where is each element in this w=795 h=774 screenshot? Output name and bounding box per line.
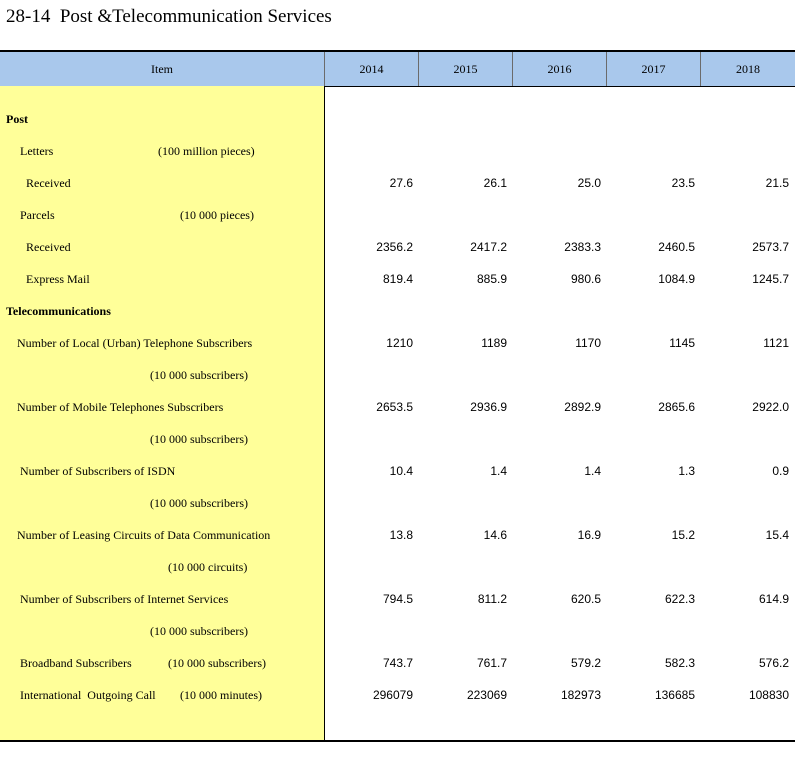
table-row [0,679,795,711]
cell-value-2018: 576.2 [758,656,789,670]
row-unit: (10 000 pieces) [180,208,254,222]
row-label: Parcels [20,208,55,222]
cell-value-2014: 13.8 [389,528,413,542]
cell-value-2018: 15.4 [765,528,789,542]
cell-value-2017: 2460.5 [658,240,695,254]
cell-value-2016: 182973 [560,688,601,702]
row-unit: (10 000 subscribers) [150,624,248,638]
cell-value-2015: 223069 [466,688,507,702]
cell-value-2017: 622.3 [664,592,695,606]
cell-value-2015: 1.4 [490,464,507,478]
row-unit: (100 million pieces) [158,144,255,158]
row-label: Broadband Subscribers [20,656,132,670]
table-row [0,519,795,551]
cell-value-2014: 27.6 [389,176,413,190]
table-row [0,647,795,679]
cell-value-2018: 2573.7 [752,240,789,254]
header-year-2018: 2018 [736,62,760,76]
row-unit: (10 000 subscribers) [168,656,266,670]
cell-value-2016: 1.4 [584,464,601,478]
cell-value-2014: 2356.2 [376,240,413,254]
cell-value-2016: 620.5 [570,592,601,606]
header-year-2016: 2016 [513,52,607,86]
cell-value-2017: 1145 [669,336,695,350]
cell-value-2014: 794.5 [382,592,413,606]
table-row [0,327,795,359]
cell-value-2015: 2936.9 [470,400,507,414]
cell-value-2016: 2383.3 [564,240,601,254]
cell-value-2015: 1189 [481,336,507,350]
cell-value-2018: 108830 [748,688,789,702]
cell-value-2016: 980.6 [570,272,601,286]
table-row [0,295,795,327]
row-label: International Outgoing Call [20,688,156,702]
cell-value-2014: 819.4 [382,272,413,286]
cell-value-2018: 1121 [763,336,789,350]
cell-value-2014: 296079 [372,688,413,702]
cell-value-2016: 16.9 [577,528,601,542]
cell-value-2016: 1170 [575,336,601,350]
section-heading: Telecommunications [6,304,111,318]
cell-value-2014: 2653.5 [376,400,413,414]
table-row [0,391,795,423]
cell-value-2017: 23.5 [671,176,695,190]
cell-value-2016: 579.2 [570,656,601,670]
cell-value-2018: 0.9 [772,464,789,478]
cell-value-2017: 15.2 [671,528,695,542]
cell-value-2017: 136685 [654,688,695,702]
header-year-2014: 2014 [325,52,419,86]
row-label: Received [26,240,71,254]
header-year-2017: 2017 [607,52,701,86]
row-unit: (10 000 subscribers) [150,368,248,382]
table-header [0,50,795,87]
cell-value-2015: 14.6 [483,528,507,542]
row-label: Express Mail [26,272,90,286]
row-unit: (10 000 circuits) [168,560,248,574]
table-row [0,487,795,519]
row-label: Letters [20,144,54,158]
table-row [0,167,795,199]
table-row [0,231,795,263]
table-row [0,455,795,487]
row-label: Received [26,176,71,190]
cell-value-2017: 1.3 [678,464,695,478]
cell-value-2014: 10.4 [389,464,413,478]
table-row [0,551,795,583]
cell-value-2018: 21.5 [765,176,789,190]
table-row [0,103,795,135]
cell-value-2017: 1084.9 [658,272,695,286]
cell-value-2015: 811.2 [477,592,507,606]
cell-value-2018: 2922.0 [752,400,789,414]
row-unit: (10 000 subscribers) [150,496,248,510]
cell-value-2015: 2417.2 [470,240,507,254]
cell-value-2017: 2865.6 [658,400,695,414]
row-label: Number of Subscribers of Internet Services [20,592,229,606]
table-row [0,423,795,455]
table-row [0,135,795,167]
table-bottom-rule [0,740,795,742]
cell-value-2014: 1210 [386,336,413,350]
cell-value-2018: 614.9 [758,592,789,606]
header-item: Item [0,52,325,86]
row-label: Number of Mobile Telephones Subscribers [17,400,224,414]
table-row [0,615,795,647]
row-label: Number of Leasing Circuits of Data Communication [17,528,271,542]
table-row [0,199,795,231]
cell-value-2015: 761.7 [476,656,507,670]
cell-value-2018: 1245.7 [752,272,789,286]
table-row [0,359,795,391]
section-heading: Post [6,112,28,126]
cell-value-2014: 743.7 [382,656,413,670]
cell-value-2016: 25.0 [577,176,601,190]
page-title: 28-14 Post &Telecommunication Services [6,6,332,27]
cell-value-2015: 885.9 [476,272,507,286]
header-year-2015: 2015 [419,52,513,86]
row-label: Number of Subscribers of ISDN [20,464,176,478]
cell-value-2016: 2892.9 [564,400,601,414]
table-row [0,263,795,295]
cell-value-2015: 26.1 [483,176,507,190]
cell-value-2017: 582.3 [664,656,695,670]
row-unit: (10 000 subscribers) [150,432,248,446]
table-row [0,583,795,615]
row-unit: (10 000 minutes) [180,688,262,702]
row-label: Number of Local (Urban) Telephone Subscribers [17,336,253,350]
